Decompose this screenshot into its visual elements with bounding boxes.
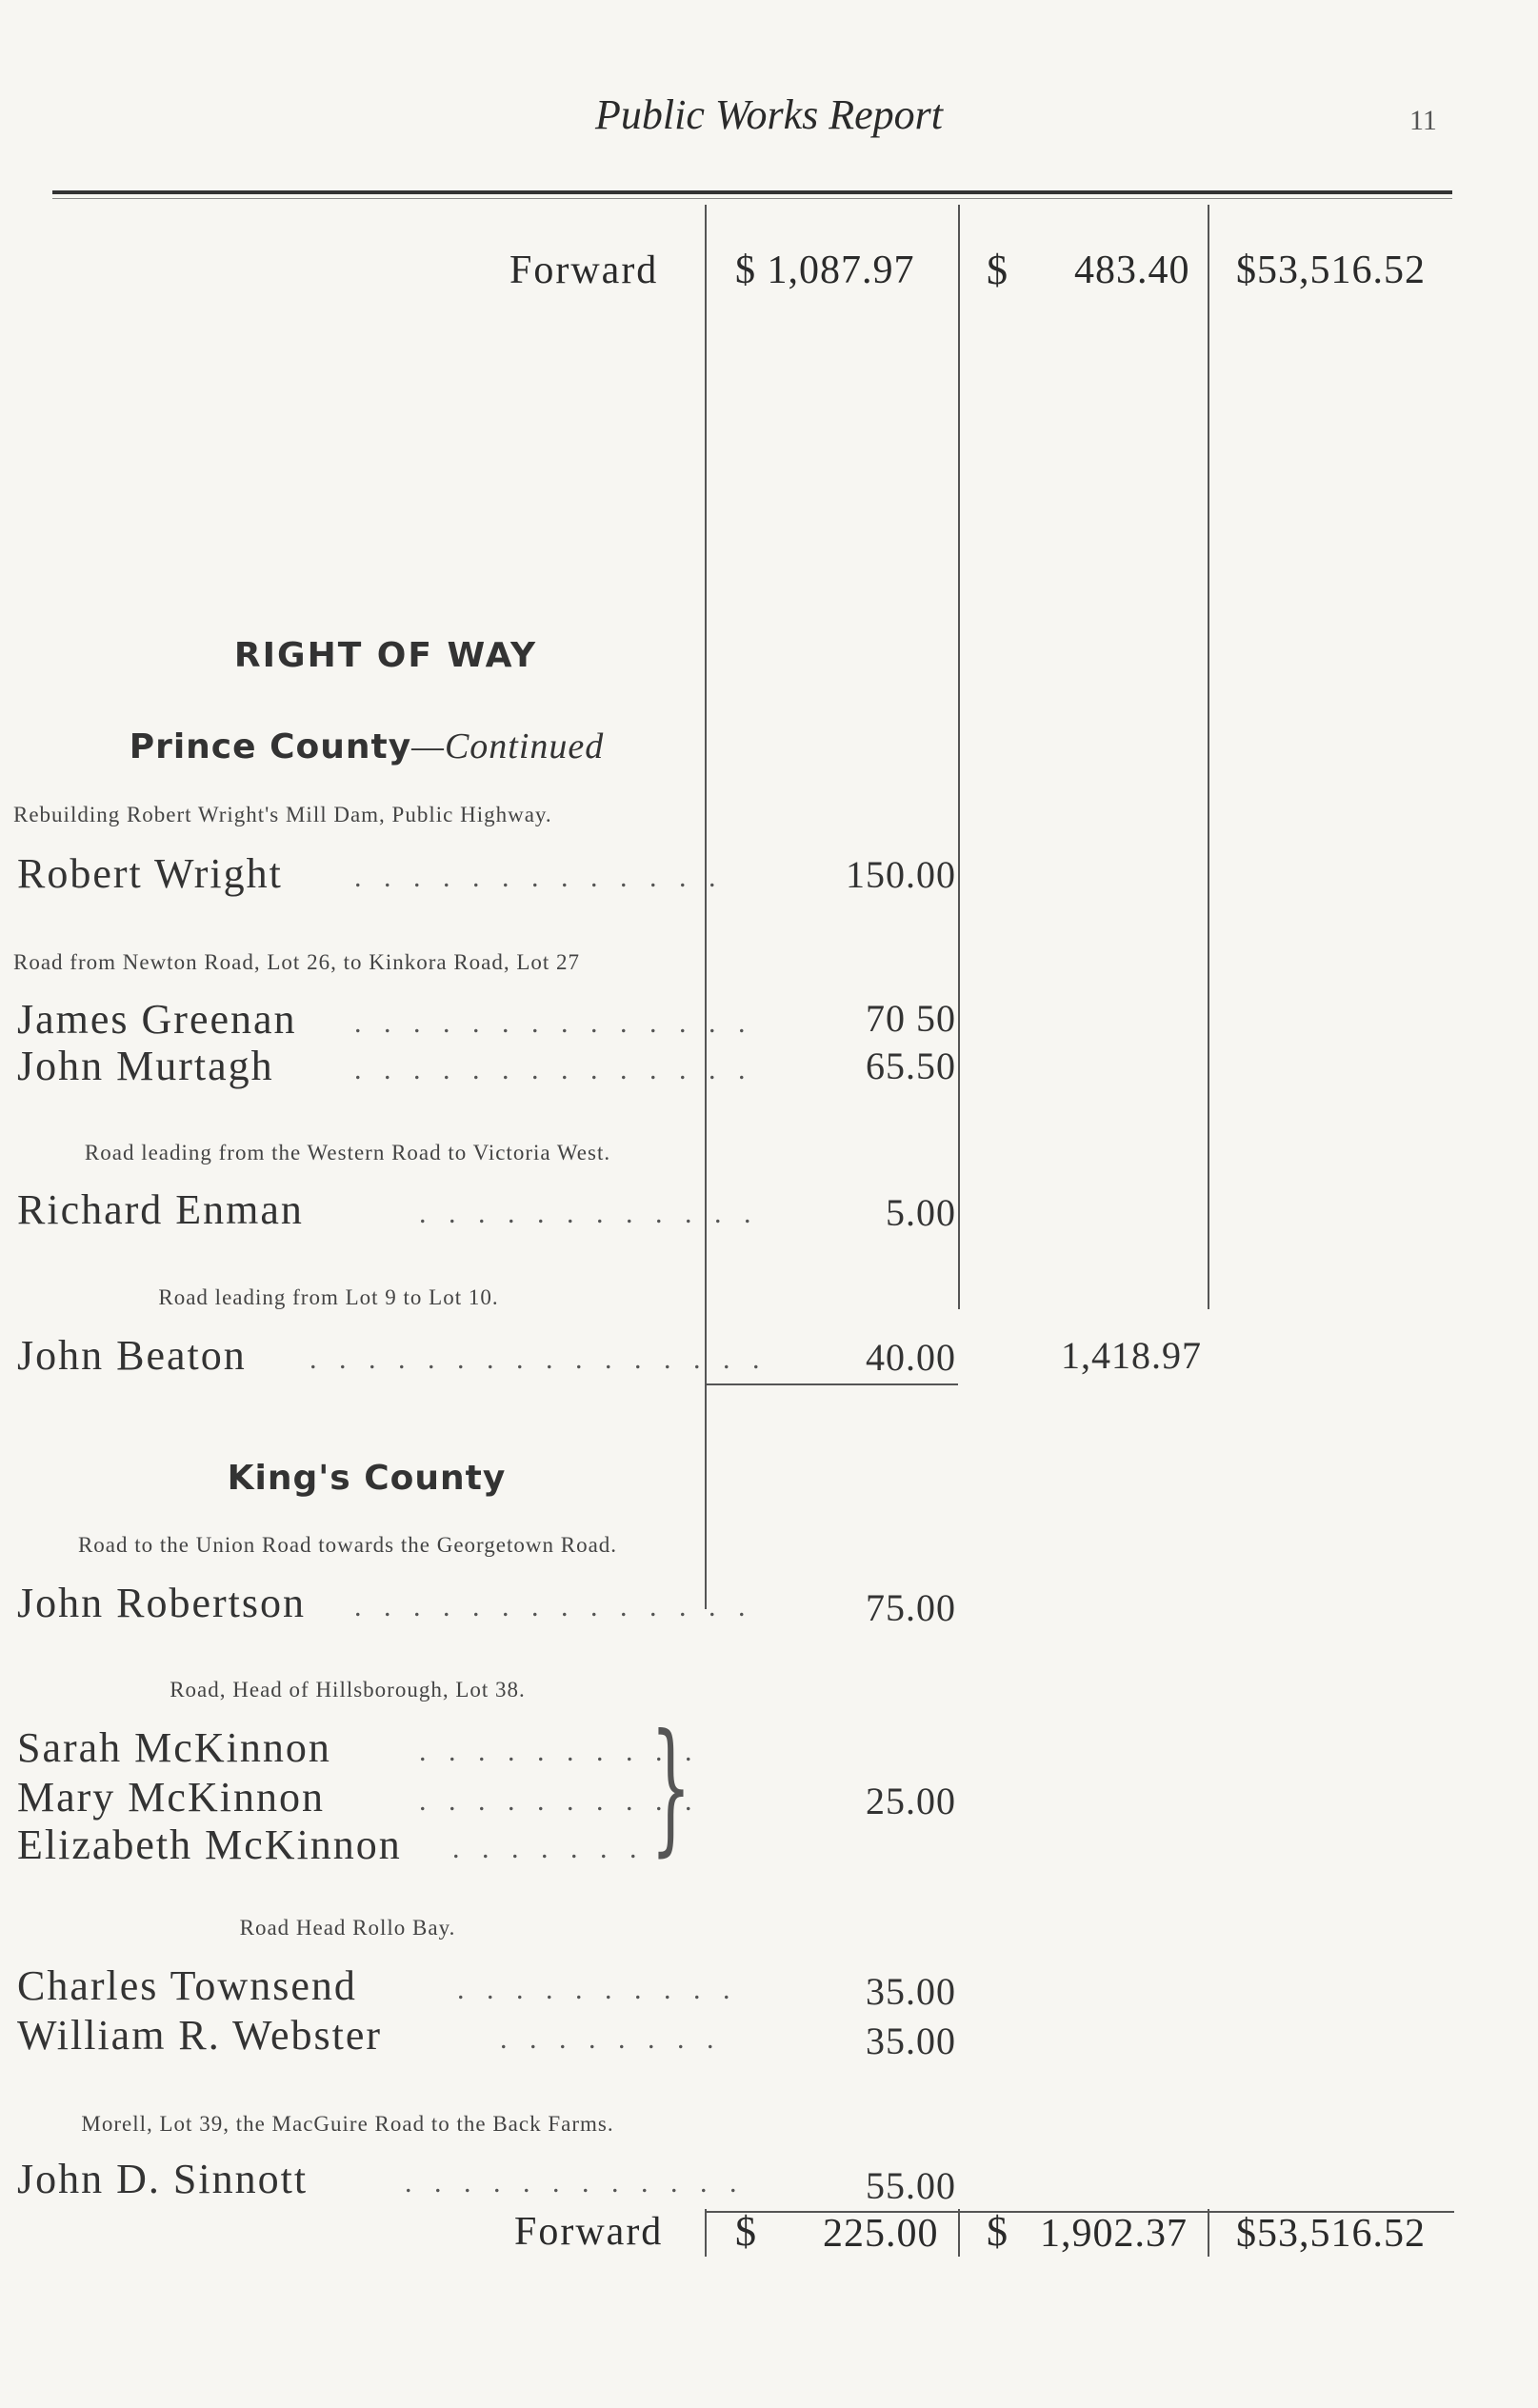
- entry-description: Rebuilding Robert Wright's Mill Dam, Public Highway.: [13, 803, 552, 826]
- entry-amount: 35.00: [866, 2020, 956, 2062]
- entry-description: Road Head Rollo Bay.: [239, 1916, 456, 1940]
- entry-description: Road leading from the Western Road to Victoria West.: [84, 1141, 611, 1164]
- entry-amount: 5.00: [886, 1191, 956, 1234]
- entry-name: Charles Townsend: [17, 1962, 357, 2009]
- entry-name: Richard Enman: [17, 1186, 304, 1233]
- forward-top-col2: 483.40: [1074, 249, 1190, 292]
- leader-dots: . . . . . . . . . . . .: [405, 2167, 745, 2199]
- subtotal-amount: 1,418.97: [1061, 1334, 1202, 1377]
- leader-dots: . . . . . . . .: [500, 2023, 722, 2055]
- entry-description: Road leading from Lot 9 to Lot 10.: [158, 1285, 499, 1309]
- entry-amount: 70 50: [866, 997, 956, 1040]
- entry-name: James Greenan: [17, 996, 297, 1043]
- forward-top-col1: $ 1,087.97: [735, 249, 915, 292]
- column-divider-3-bottom: [1208, 2209, 1209, 2257]
- header-rule-thin: [52, 198, 1452, 199]
- prince-county-heading: [19, 726, 714, 767]
- entry-name: Sarah McKinnon: [17, 1724, 331, 1771]
- entry-amount: 75.00: [866, 1586, 956, 1629]
- entry-name: John Murtagh: [17, 1043, 274, 1089]
- entry-name: John D. Sinnott: [17, 2156, 309, 2202]
- leader-dots: . . . . . . . . . . . . .: [354, 862, 724, 893]
- forward-bottom-col2-symbol: $: [987, 2208, 1008, 2255]
- entry-name: Mary McKinnon: [17, 1774, 325, 1821]
- entry-name: John Robertson: [17, 1580, 306, 1626]
- leader-dots: . . . . . . . . . . . . . . . .: [310, 1343, 768, 1375]
- leader-dots: . . . . . . . . . .: [457, 1974, 738, 2005]
- entry-amount: 25.00: [866, 1780, 956, 1822]
- entry-name: Robert Wright: [17, 850, 283, 897]
- county-name: Prince County: [129, 727, 412, 766]
- entry-name: Elizabeth McKinnon: [17, 1821, 402, 1868]
- entry-amount: 40.00: [866, 1336, 956, 1379]
- entry-amount: 150.00: [846, 853, 956, 896]
- leader-dots: . . . . . . . . . . . . . .: [354, 1591, 753, 1622]
- entry-amount: 65.50: [866, 1045, 956, 1087]
- entry-amount: 35.00: [866, 1970, 956, 2013]
- column-divider-1: [705, 205, 707, 1609]
- forward-label-top: Forward: [509, 249, 659, 292]
- entry-description: Road to the Union Road towards the Georgetown Road.: [77, 1533, 618, 1557]
- entry-name: John Beaton: [17, 1332, 247, 1379]
- leader-dots: . . . . . . . . . . . . . .: [354, 1007, 753, 1039]
- page-number: 11: [1409, 105, 1437, 136]
- section-title: RIGHT OF WAY: [233, 636, 538, 675]
- leader-dots: . . . . . . . . . .: [419, 1736, 700, 1767]
- forward-top-col3: $53,516.52: [1236, 249, 1426, 292]
- forward-label-bottom: Forward: [514, 2210, 664, 2254]
- entry-name: William R. Webster: [17, 2012, 383, 2059]
- column-divider-2: [958, 205, 960, 1309]
- entry-description: Road, Head of Hillsborough, Lot 38.: [170, 1678, 526, 1702]
- subtotal-rule: [707, 1383, 958, 1385]
- entry-description: Morell, Lot 39, the MacGuire Road to the Back Farms.: [81, 2112, 614, 2136]
- leader-dots: . . . . . . . .: [452, 1833, 674, 1864]
- forward-bottom-col1-symbol: $: [735, 2208, 756, 2255]
- column-divider-3: [1208, 205, 1209, 1309]
- entry-description: Road from Newton Road, Lot 26, to Kinkora Road, Lot 27: [13, 950, 581, 974]
- forward-bottom-col2: 1,902.37: [1040, 2212, 1188, 2256]
- column-divider-1-bottom: [705, 2209, 707, 2257]
- column-divider-2-bottom: [958, 2209, 960, 2257]
- leader-dots: . . . . . . . . . . . .: [419, 1198, 759, 1229]
- forward-bottom-col1: 225.00: [823, 2212, 939, 2256]
- leader-dots: . . . . . . . . . .: [419, 1785, 700, 1817]
- brace: }: [650, 1704, 691, 1870]
- forward-bottom-col3: $53,516.52: [1236, 2212, 1426, 2256]
- kings-county-heading: King's County: [227, 1459, 507, 1498]
- page-title: Public Works Report: [595, 91, 943, 138]
- leader-dots: . . . . . . . . . . . . . .: [354, 1054, 753, 1085]
- county-continued: —Continued: [411, 726, 605, 766]
- header-rule: [52, 190, 1452, 194]
- entry-amount: 55.00: [866, 2164, 956, 2207]
- forward-top-col2-symbol: $: [987, 247, 1008, 293]
